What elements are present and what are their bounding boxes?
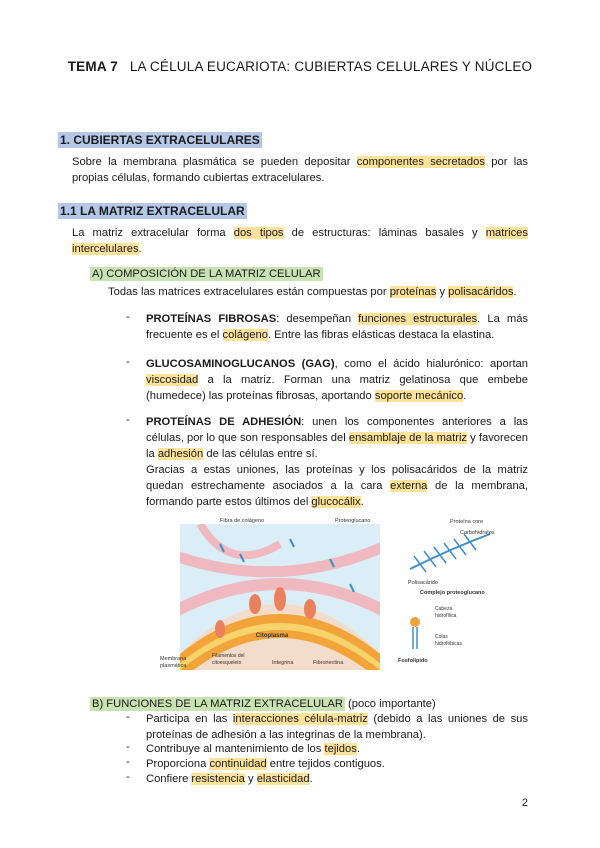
proteoglucano-complex-illustration [410,534,490,572]
label-hidrofilica: hidrofílica [435,613,457,619]
section-1-1-paragraph: La matriz extracelular forma dos tipos de estructuras: láminas basales y matrices intercelulares. [72,227,528,255]
subsection-a-intro: Todas las matrices extracelulares están compuestas por proteínas y polisacáridos. [108,286,517,298]
label-proteina-core: Proteína core [450,519,484,525]
label-filamentos: Filamentos del [212,653,245,659]
label-proteoglucano: Proteoglucano [335,518,371,524]
list-item-glucosaminoglucanos: - GLUCOSAMINOGLUCANOS (GAG), como el ácido hialurónico: aportan viscosidad a la matriz. Forman una matriz gelatinosa que embebe (humedece) las proteínas fibrosas, aportando soporte mecánico. [126,356,528,402]
list-item-interacciones: - Participa en las interacciones célula-matriz (debido a las uniones de sus proteínas de adhesión a las integrinas de la membrana). [126,711,528,741]
list-item-continuidad: - Proporciona continuidad entre tejidos contiguos. [126,756,385,770]
section-1-heading: 1. CUBIERTAS EXTRACELULARES [60,133,260,147]
section-1-paragraph: Sobre la membrana plasmática se pueden depositar componentes secretados por las propias células, formando cubiertas extracelulares. [72,156,529,184]
label-carbohidratos: Carbohidratos [460,530,495,536]
list-item-resistencia: - Confiere resistencia y elasticidad. [126,771,313,785]
list-item-proteinas-adhesion: - PROTEÍNAS DE ADHESIÓN: unen los componentes anteriores a las células, por lo que son responsables del ensamblaje de la matriz y favorecen la adhesión de las células entre sí. Gracias a estas uniones, las proteínas y los polisacáridos de la matriz quedan estrechamente asociados a la cara externa de la membrana, formando parte estos últimos del glucocálix. [126,414,528,508]
label-membrana: Membrana [160,656,187,662]
label-citoplasma: Citoplasma [255,633,289,639]
label-fibronectina: Fibronectina [313,660,344,666]
title-text: LA CÉLULA EUCARIOTA: CUBIERTAS CELULARES Y NÚCLEO [129,59,533,74]
list-item-proteinas-fibrosas: - PROTEÍNAS FIBROSAS: desempeñan funciones estructurales. La más frecuente es el colágeno. Entre las fibras elásticas destaca la elastina. [126,311,529,341]
label-citoesqueleto: citoesqueleto [212,660,242,666]
label-fosfolipido: Fosfolípido [398,658,428,664]
label-colas: Colas [435,634,448,640]
label-plasmatica: plasmática [160,663,187,669]
page-title [60,57,540,76]
label-polisacarido: Polisacárido [408,580,438,586]
subsection-b-heading: B) FUNCIONES DE LA MATRIZ EXTRACELULAR (poco importante) [92,698,436,710]
label-cabeza: Cabeza [435,606,453,612]
label-complejo-proteoglucano: Complejo proteoglucano [420,590,485,596]
page-number: 2 [521,797,528,809]
title-topic: TEMA 7 [67,59,118,74]
fosfolipido-illustration [410,617,420,649]
section-1-1-heading: 1.1 LA MATRIZ EXTRACELULAR [60,204,245,218]
list-item-tejidos: - Contribuye al mantenimiento de los tejidos. [126,741,360,755]
subsection-a-heading: A) COMPOSICIÓN DE LA MATRIZ CELULAR [92,268,321,280]
label-fibra-colageno: Fibra de colágeno [220,518,265,524]
matrix-illustration [170,524,390,670]
label-integrina: Integrina [272,660,294,666]
extracellular-matrix-figure [160,514,530,670]
label-hidrofobicas: hidrofóbicas [435,641,462,647]
